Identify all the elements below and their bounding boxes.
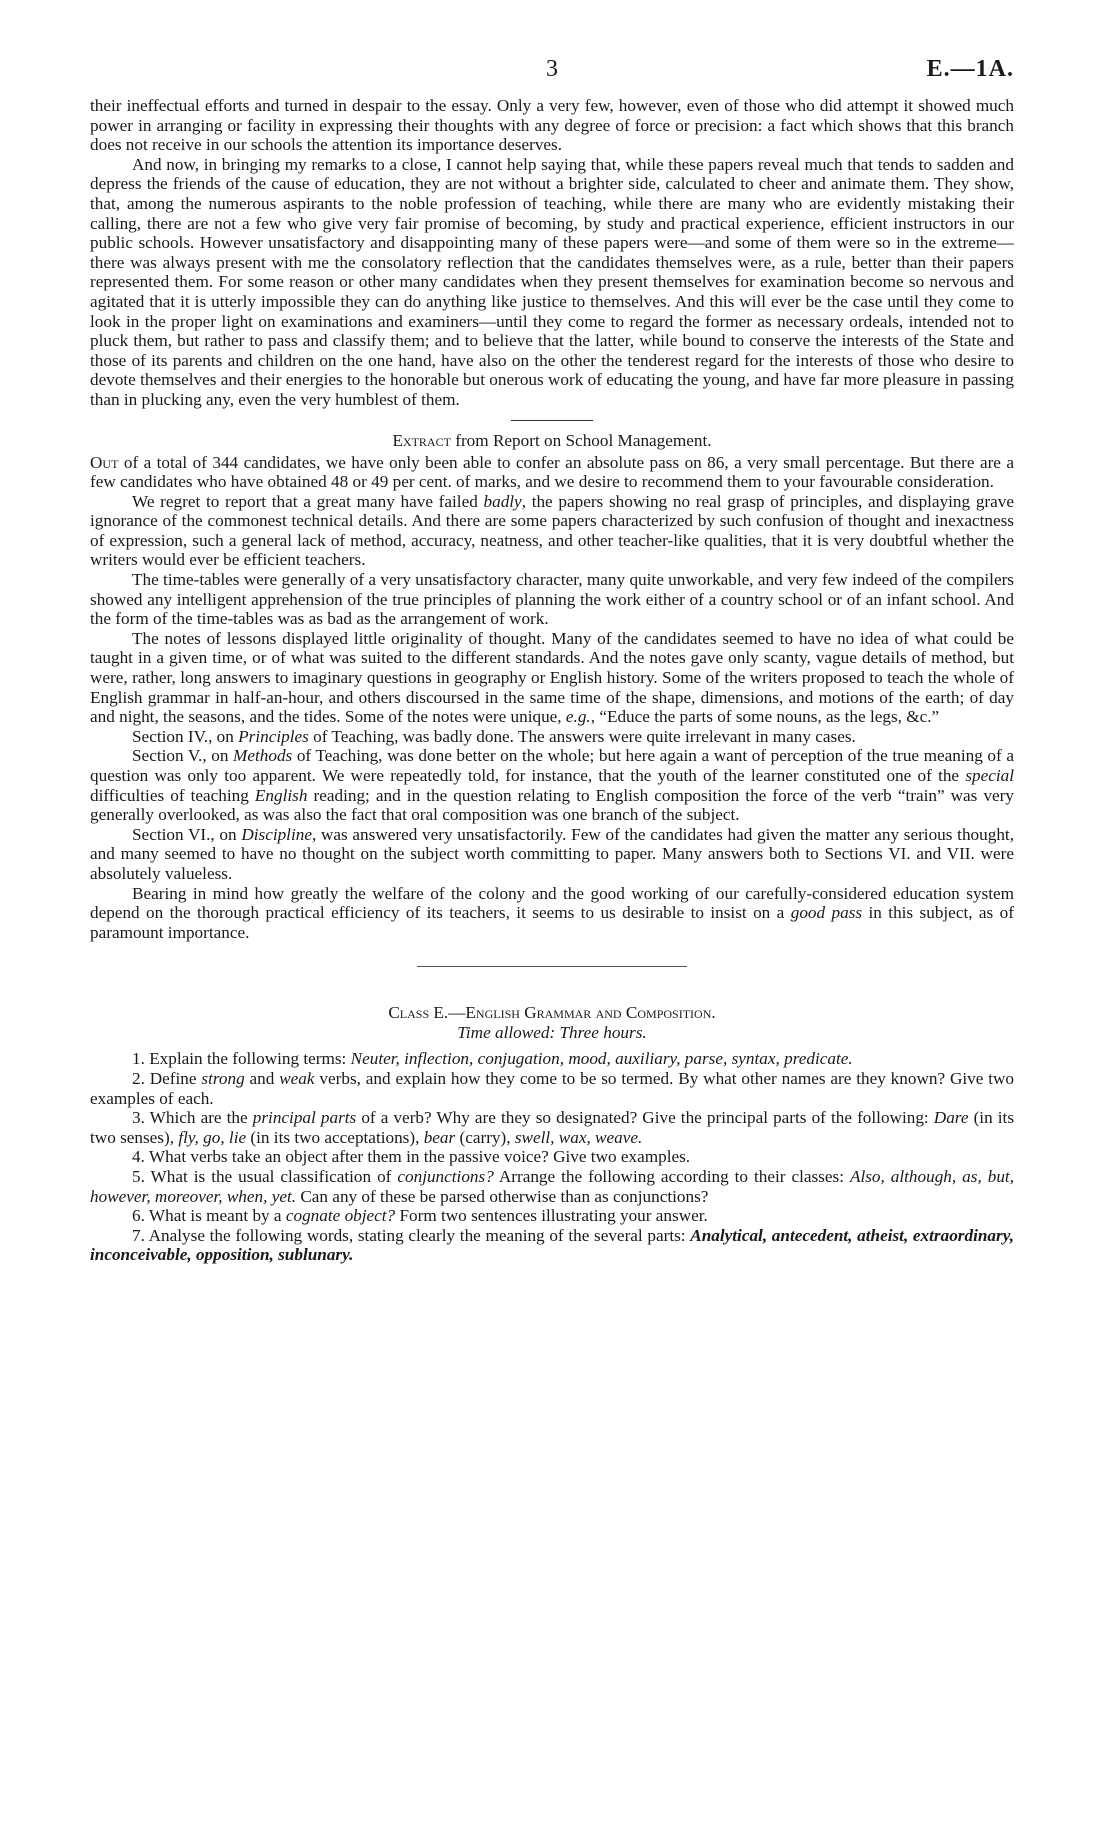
emphasis: bear: [423, 1127, 456, 1147]
text: verbs, and explain how they come to be so termed. By what other names are they known? Give two examples of each.: [90, 1068, 1014, 1108]
page-number: 3: [546, 56, 558, 82]
emphasis: Discipline: [241, 824, 312, 844]
question-4: 4. What verbs take an object after them in the passive voice? Give two examples.: [132, 1147, 691, 1167]
intro-paragraph-1: their ineffectual efforts and turned in despair to the essay. Only a very few, however, even of those who did attempt it showed much power in arranging or facility in expressing their thoughts with any degree of force or precision: a fact which shows that this branch does not receive in our schools the attention its importance deserves.: [90, 96, 1014, 155]
text: of Teaching, was badly done. The answers were quite irrelevant in many cases.: [308, 726, 856, 746]
exam-time-allowed: Time allowed: Three hours.: [457, 1023, 647, 1043]
extract-paragraph-4: [90, 629, 1014, 727]
extract-paragraph-8: [90, 884, 1014, 943]
extract-paragraph-6: [90, 746, 1014, 824]
page: [90, 56, 1014, 1265]
emphasis: Also, although, as, but, however, moreover, when, yet.: [90, 1166, 1014, 1206]
question-6: [90, 1206, 1014, 1226]
question-1: [90, 1049, 1014, 1069]
text: Bearing in mind how greatly the welfare of the colony and the good working of our carefully-considered education system depend on the thorough practical efficiency of its teachers, it seems to us desirable to insist on a: [90, 883, 1014, 923]
emphasis: cognate object?: [285, 1206, 396, 1226]
text: The notes of lessons displayed little originality of thought. Many of the candidates seemed to have no idea of what could be taught in a given time, or of what was suited to the different standards. And the notes gave only scanty, vague details of method, but were, rather, long answers to imaginary questions in geography or English history. Some of the writers proposed to teach the whole of English grammar in half-an-hour, and others discoursed in the same time of the shape, dimensions, and motions of the earth; of day and night, the seasons, and the tides. Some of the notes were unique,: [90, 628, 1014, 727]
extract-heading: [90, 431, 1014, 451]
extract-lead-word: Out: [90, 452, 119, 472]
question-2: [90, 1069, 1014, 1108]
emphasis: Dare: [933, 1108, 969, 1128]
text: , “Educe the parts of some nouns, as the legs, &c.”: [590, 707, 940, 727]
emphasis: principal parts: [252, 1108, 357, 1128]
text: (carry),: [455, 1127, 515, 1147]
text: 3. Which are the: [132, 1108, 253, 1128]
section-divider: [511, 420, 593, 421]
text: 2. Define: [132, 1068, 202, 1088]
text: of Teaching, was done better on the whole; but here again a want of perception of the true meaning of a question was only too apparent. We were repeatedly told, for instance, that the youth of the learner constituted one of the: [90, 746, 1014, 785]
document-code: E.—1A.: [926, 56, 1014, 82]
text: We regret to report that a great many have failed: [132, 491, 484, 511]
page-header: [90, 56, 1014, 96]
intro-paragraph-2: And now, in bringing my remarks to a close, I cannot help saying that, while these papers reveal much that tends to sadden and depress the friends of the cause of education, they are not without a brighter side, calculated to cheer and animate them. They show, that, among the numerous aspirants to the noble profession of teaching, while there are many who are evidently mistaking their calling, there are not a few who give very fair promise of becoming, by study and practical experience, efficient instructors in our public schools. However unsatisfactory and disappointing many of these papers were—and some of them were so in the extreme—there was always present with me the consolatory reflection that the candidates themselves were, as a rule, better than their papers represented them. For some reason or other many candidates when they present themselves for examination become so nervous and agitated that it is utterly impossible they can do anything like justice to themselves. And this will ever be the case until they come to look in the proper light on examinations and examiners—until they come to regard the former as necessary ordeals, intended not to pluck them, but rather to pass and classify them; and to believe that the latter, while bound to conserve the interests of the State and those of its parents and children on the one hand, have also on the other the tenderest regard for the interests of those who desire to devote themselves and their energies to the honorable but onerous work of educating the young, and have far more pleasure in passing than in plucking any, even the very humblest of them.: [90, 154, 1014, 409]
emphasis: Principles: [238, 726, 309, 746]
question-3: [90, 1108, 1014, 1147]
text: Section IV., on: [132, 726, 239, 746]
section-divider-long: [417, 966, 687, 967]
text: Section V., on: [132, 746, 234, 766]
text: in this subject, as of paramount importance.: [90, 903, 1014, 942]
extract-paragraph-3: The time-tables were generally of a very unsatisfactory character, many quite unworkable, and very few indeed of the compilers showed any intelligent apprehension of the true principles of planning the work either of a country school or of an infant school. And the form of the time-tables was as bad as the arrangement of work.: [90, 570, 1014, 629]
emphasis: weak: [279, 1068, 315, 1088]
text: Arrange the following according to their classes:: [493, 1166, 850, 1186]
exam-title: Class E.—English Grammar and Composition.: [388, 1003, 716, 1023]
emphasis: fly, go, lie: [178, 1127, 247, 1147]
text: Form two sentences illustrating your answer.: [395, 1206, 708, 1226]
emphasis: swell, wax, weave.: [514, 1127, 643, 1147]
text: , was answered very unsatisfactorily. Few of the candidates had given the matter any serious thought, and many seemed to have no thought on the subject worth committing to paper. Many answers both to Sections VI. and VII. were absolutely valueless.: [90, 824, 1014, 883]
text: Section VI., on: [132, 824, 242, 844]
emphasis: English: [254, 785, 308, 805]
text: reading; and in the question relating to English composition the force of the verb “train” was very generally overlooked, as was also the fact that oral composition was one branch of the subject.: [90, 785, 1014, 825]
text: (in its two senses),: [90, 1108, 1015, 1147]
question-7: [90, 1226, 1014, 1265]
text: 7. Analyse the following words, stating clearly the meaning of the several parts:: [132, 1225, 691, 1245]
extract-heading-lead: Extract: [392, 430, 451, 450]
emphasis: special: [965, 766, 1014, 785]
text: Can any of these be parsed otherwise than as conjunctions?: [296, 1186, 709, 1206]
text: 5. What is the usual classification of: [132, 1166, 398, 1186]
text: 6. What is meant by a: [132, 1206, 286, 1226]
text: (in its two acceptations),: [246, 1127, 424, 1147]
emphasis: badly: [483, 491, 522, 511]
extract-paragraph-2: [90, 492, 1014, 570]
emphasis: e.g.: [565, 707, 591, 727]
extract-paragraph-7: [90, 825, 1014, 884]
extract-heading-rest: from Report on School Management.: [450, 430, 712, 450]
emphasis: conjunctions?: [397, 1166, 494, 1186]
text: and: [244, 1068, 280, 1088]
emphasis: Methods: [233, 746, 293, 766]
text: of a verb? Why are they so designated? Give the principal parts of the following:: [356, 1108, 934, 1128]
emphasis: Neuter, inflection, conjugation, mood, auxiliary, parse, syntax, predicate.: [350, 1049, 853, 1069]
question-5: [90, 1167, 1014, 1206]
emphasis: Analytical, antecedent, atheist, extraordinary, inconceivable, opposition, sublunary.: [90, 1225, 1014, 1265]
extract-p1-text: of a total of 344 candidates, we have only been able to confer an absolute pass on 86, a very small percentage. But there are a few candidates who have obtained 48 or 49 per cent. of marks, and we desire to recommend them to your favourable consideration.: [90, 452, 1014, 492]
text: , the papers showing no real grasp of principles, and displaying grave ignorance of the commonest technical details. And there are some papers characterized by such confusion of thought and inexactness of expression, such a general lack of method, accuracy, neatness, and other teacher-like qualities, that it is very doubtful whether the writers would ever be efficient teachers.: [90, 491, 1014, 570]
emphasis: strong: [201, 1068, 245, 1088]
extract-paragraph-5: [90, 727, 1014, 747]
text: 1. Explain the following terms:: [132, 1049, 351, 1069]
emphasis: good pass: [790, 903, 863, 923]
extract-paragraph-1: [90, 453, 1014, 492]
text: difficulties of teaching: [90, 785, 255, 805]
